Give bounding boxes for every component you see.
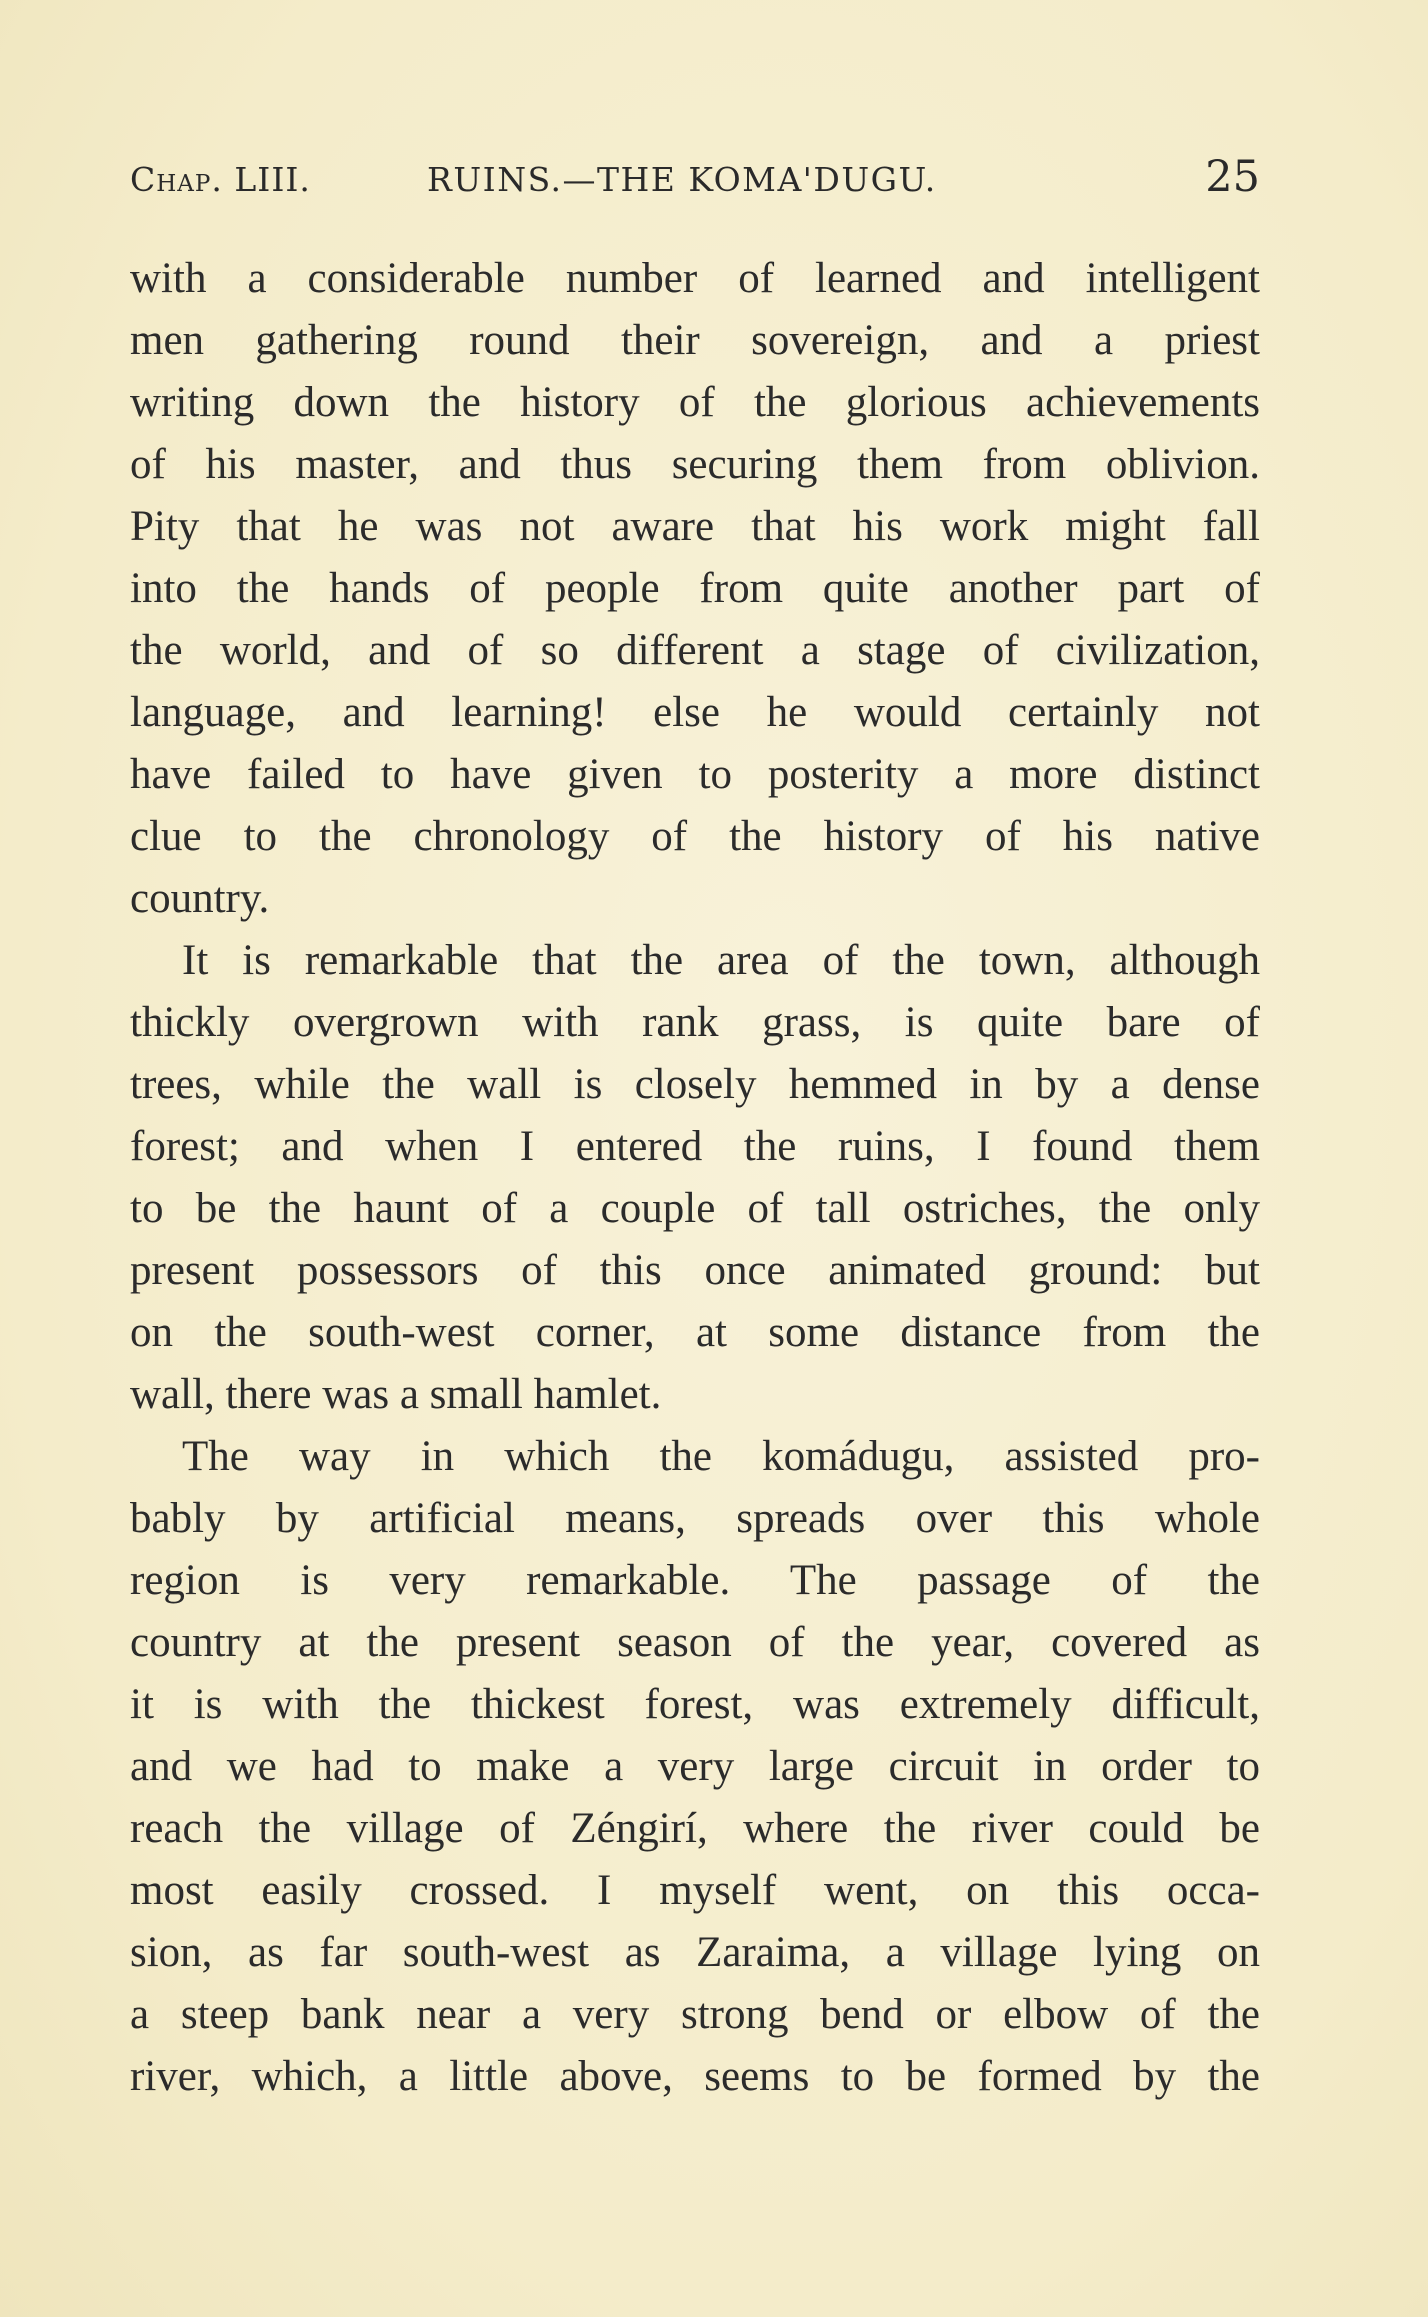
text-line: of his master, and thus securing them from oblivion. xyxy=(130,441,1260,488)
text-line: reach the village of Zéngirí, where the river could be xyxy=(130,1805,1260,1852)
text-line: present possessors of this once animated ground: but xyxy=(130,1247,1260,1294)
text-line: to be the haunt of a couple of tall ostriches, the only xyxy=(130,1185,1260,1232)
text-line: on the south-west corner, at some distance from the xyxy=(130,1309,1260,1356)
text-line: have failed to have given to posterity a more distinct xyxy=(130,751,1260,798)
paragraph-end-line: country. xyxy=(130,875,270,922)
text-line: trees, while the wall is closely hemmed in by a dense xyxy=(130,1061,1260,1108)
text-line: forest; and when I entered the ruins, I found them xyxy=(130,1123,1260,1170)
text-line: bably by artificial means, spreads over this whole xyxy=(130,1495,1260,1542)
body-text xyxy=(130,248,1260,2108)
running-title: RUINS.—THE KOMA'DUGU. xyxy=(427,160,937,199)
text-line: it is with the thickest forest, was extremely difficult, xyxy=(130,1681,1260,1728)
text-line: country at the present season of the year, covered as xyxy=(130,1619,1260,1666)
text-line: with a considerable number of learned and intelligent xyxy=(130,255,1260,302)
text-line: thickly overgrown with rank grass, is quite bare of xyxy=(130,999,1260,1046)
text-line: clue to the chronology of the history of his native xyxy=(130,813,1260,860)
text-line: language, and learning! else he would certainly not xyxy=(130,689,1260,736)
chapter-label: Chap. LIII. xyxy=(130,160,311,199)
paragraph-end-line: wall, there was a small hamlet. xyxy=(130,1371,662,1418)
text-line: writing down the history of the glorious achievements xyxy=(130,379,1260,426)
text-line: men gathering round their sovereign, and a priest xyxy=(130,317,1260,364)
paragraph-start-line: The way in which the komádugu, assisted pro- xyxy=(182,1433,1260,1480)
text-line: river, which, a little above, seems to be formed by the xyxy=(130,2053,1260,2100)
text-line: Pity that he was not aware that his work might fall xyxy=(130,503,1260,550)
running-header xyxy=(130,152,1260,212)
page-number: 25 xyxy=(1205,152,1260,202)
text-line: most easily crossed. I myself went, on this occa- xyxy=(130,1867,1260,1914)
paragraph-start-line: It is remarkable that the area of the town, although xyxy=(182,937,1260,984)
text-line: region is very remarkable. The passage of the xyxy=(130,1557,1260,1604)
text-line: the world, and of so different a stage of civilization, xyxy=(130,627,1260,674)
text-line: into the hands of people from quite another part of xyxy=(130,565,1260,612)
text-line: and we had to make a very large circuit in order to xyxy=(130,1743,1260,1790)
text-line: a steep bank near a very strong bend or elbow of the xyxy=(130,1991,1260,2038)
text-line: sion, as far south-west as Zaraima, a village lying on xyxy=(130,1929,1260,1976)
